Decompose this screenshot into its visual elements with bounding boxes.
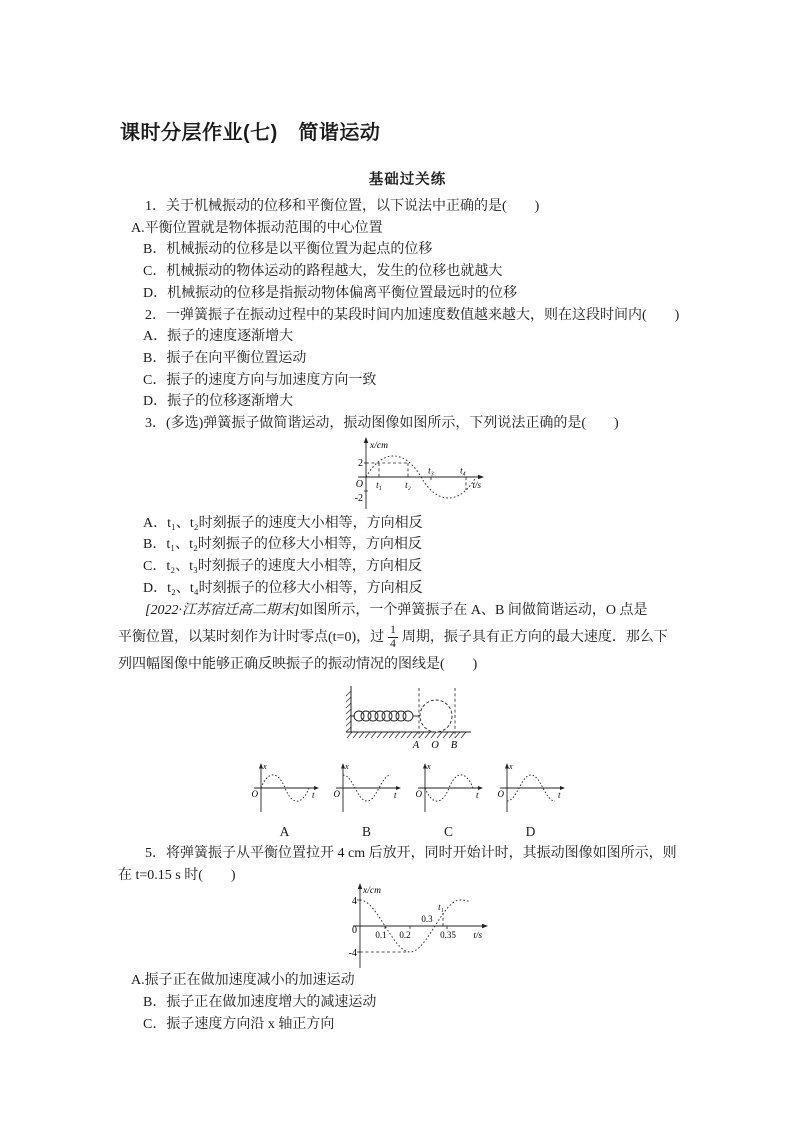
q3-option-d: D．t₂、t₄时刻振子的位移大小相等，方向相反 [143,580,423,596]
mini-t-label: t [393,789,397,800]
mini-y-label: x [262,761,267,771]
x-axis-arrow [478,475,484,479]
q4-graph-option-b [331,760,403,839]
t4-label: t₄ [459,465,466,476]
x-axis-label: t/s [473,930,482,941]
mini-t-label: t [311,789,315,800]
q2-option-d: D．振子的位移逐渐增大 [143,394,294,410]
q3-graph-svg [328,435,488,513]
graph-b-label: B [361,823,371,839]
mini-origin: O [415,788,422,799]
t1-mark-label: t₁ [438,902,444,913]
x-axis-arrow [482,924,488,928]
q5-option-a: A.振子正在做加速度减小的加速运动 [131,973,355,989]
mini-t-label: t [475,789,479,800]
q4-stem-line1-text: 如图所示，一个弹簧振子在 A、B 间做简谐运动，O 点是 [299,602,648,618]
xtick-0-2: 0.2 [399,930,411,941]
q1-stem: 1．关于机械振动的位移和平衡位置，以下说法中正确的是( ) [145,199,540,214]
q2-option-b: B．振子在向平衡位置运动 [143,350,307,366]
q4-figure-svg [343,680,473,754]
page-title: 课时分层作业(七) 简谐运动 [120,122,381,144]
graph-a-svg [249,760,321,818]
point-b-label: B [450,739,457,751]
q5-option-c: C．振子速度方向沿 x 轴正方向 [143,1016,335,1032]
y-axis-label: x/cm [363,886,381,897]
y-axis-label: x/cm [369,440,388,451]
ytick-2: 2 [357,457,363,469]
graph-b-svg [331,760,403,818]
mini-y-label: x [508,761,513,771]
oscillator-ball [420,700,452,732]
fraction-numerator: 1 [388,624,398,638]
xtick-0-1: 0.1 [375,930,387,941]
x-axis-label: t/s [471,479,481,490]
ytick-neg4: -4 [348,948,357,960]
point-a-label: A [412,739,419,751]
graph-a-label: A [279,823,290,839]
q1-option-c: C．机械振动的物体运动的路程越大，发生的位移也就越大 [143,264,503,280]
q3-option-b: B．t₁、t₂时刻振子的位移大小相等，方向相反 [143,537,422,553]
y-axis-arrow [363,437,367,443]
q5-option-b: B．振子正在做加速度增大的减速运动 [143,995,377,1011]
graph-c-label: C [443,823,453,839]
q2-option-c: C．振子的速度方向与加速度方向一致 [143,372,377,388]
y-axis-arrow [358,883,362,889]
spring-coil [351,711,420,721]
q5-graph-svg [320,880,495,972]
origin-label: O [355,478,363,490]
ground-hatching [347,732,466,738]
q1-option-a: A.平衡位置就是物体振动范围的中心位置 [131,220,383,236]
q3-option-a: A．t₁、t₂时刻振子的速度大小相等，方向相反 [143,515,423,531]
mini-y-label: x [426,761,431,771]
ytick-0: 0 [352,925,357,937]
mini-y-label: x [344,761,349,771]
ytick-4: 4 [352,896,357,908]
point-o-label: O [430,739,439,751]
section-heading: 基础过关练 [368,172,447,188]
mini-t-label: t [557,789,561,800]
q4-graph-option-a [249,760,321,839]
wall-hatching [346,691,351,732]
q5-stem-line1: 5．将弹簧振子从平衡位置拉开 4 cm 后放开，同时开始计时，其振动图像如图所示，则 [145,845,677,861]
q4-source-tag: [2022·江苏宿迁高二期末] [145,602,300,618]
t3-label: t₃ [427,465,434,476]
q4-option-graphs [118,760,697,839]
q4-spring-oscillator-figure [118,680,697,754]
q3-option-c: C．t₂、t₃时刻振子的速度大小相等，方向相反 [143,559,422,575]
quarter-fraction [388,624,398,651]
fraction-denominator: 4 [390,638,396,651]
q2-stem: 2．一弹簧振子在振动过程中的某段时间内加速度数值越来越大，则在这段时间内( ) [145,307,680,323]
q4-line2-after-fraction: 周期，振子具有正方向的最大速度．那么下 [401,629,668,645]
t1-label: t₁ [375,479,382,490]
graph-c-svg [413,760,485,818]
mini-origin: O [497,788,504,799]
q5-stem-line2: 在 t=0.15 s 时( ) [118,867,236,883]
mini-origin: O [251,788,258,799]
q2-option-a: A．振子的速度逐渐增大 [143,329,294,345]
q4-line2-before-fraction: 平衡位置，以某时刻作为计时零点(t=0)，过 [118,629,385,645]
q3-oscillation-graph [118,435,697,513]
q1-option-b: B．机械振动的位移是以平衡位置为起点的位移 [143,242,433,258]
q1-option-d: D．机械振动的位移是指振动物体偏离平衡位置最远时的位移 [143,285,518,301]
q4-graph-option-d [495,760,567,839]
q4-graph-option-c [413,760,485,839]
xtick-0-3: 0.3 [421,914,433,925]
q3-stem: 3．(多选)弹簧振子做简谐运动，振动图像如图所示，下列说法正确的是( ) [145,416,619,432]
t2-label: t₂ [404,479,411,490]
q4-stem-line1 [118,600,697,622]
q4-stem-line3: 列四幅图像中能够正确反映振子的振动情况的图线是( ) [118,657,478,673]
graph-d-svg [495,760,567,818]
xtick-0-35: 0.35 [440,930,456,941]
graph-d-label: D [525,823,536,839]
q4-stem-line2 [118,621,697,654]
ytick-neg2: -2 [354,492,363,504]
q5-oscillation-graph [118,880,697,972]
mini-origin: O [333,788,340,799]
